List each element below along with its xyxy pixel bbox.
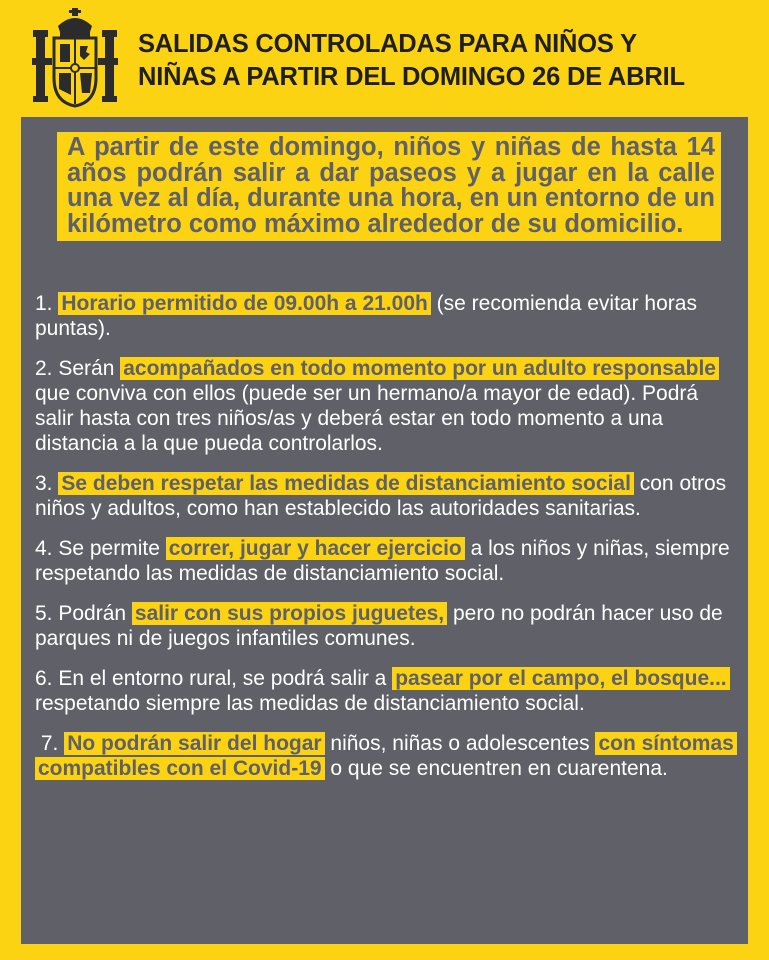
list-item: 6. En el entorno rural, se podrá salir a pasear por el campo, el bosque... respetando siempre las medidas de distanciamiento social. [35,666,735,716]
highlight: con síntomas compatibles con el Covid-19 [35,732,737,780]
header [0,0,769,118]
item-number: 1. [35,292,53,315]
list-item: 2. Serán acompañados en todo momento por un adulto responsable que conviva con ellos (puede ser un hermano/a mayor de edad). Podrá salir hasta con tres niños/as y deberá estar en todo momento a una distancia a la que pueda controlarlos. [35,356,735,456]
highlight: salir con sus propios juguetes, [132,602,447,625]
highlight: No podrán salir del hogar [64,732,324,755]
content-panel [21,117,748,944]
item-number: 3. [35,472,53,495]
item-number: 2. [35,357,53,380]
highlight: Se deben respetar las medidas de distanciamiento social [58,472,634,495]
highlight: correr, jugar y hacer ejercicio [166,537,465,560]
coat-of-arms-of-spain-icon [30,6,120,110]
list-item: 3. Se deben respetar las medidas de distanciamiento social con otros niños y adultos, como han establecido las autoridades sanitarias. [35,472,727,520]
highlight: pasear por el campo, el bosque... [392,667,729,690]
item-number: 4. [35,537,53,560]
list-item: 4. Se permite correr, jugar y hacer ejercicio a los niños y niñas, siempre respetando las medidas de distanciamiento social. [35,537,730,585]
list-item: 7. No podrán salir del hogar niños, niñas o adolescentes con síntomas compatibles con el Covid-19 o que se encuentren en cuarentena. [35,731,735,781]
page-title [138,28,758,94]
rules-list [35,291,735,781]
intro-callout: A partir de este domingo, niños y niñas de hasta 14 años podrán salir a dar paseos y a jugar en la calle una vez al día, durante una hora, en un entorno de un kilómetro como máximo alrededor de su domicilio. [57,132,721,241]
item-number: 7. [40,732,59,755]
list-item: 5. Podrán salir con sus propios juguetes, pero no podrán hacer uso de parques ni de juegos infantiles comunes. [35,602,723,650]
highlight: Horario permitido de 09.00h a 21.00h [58,292,430,315]
title-line: SALIDAS CONTROLADAS PARA NIÑOS Y [138,30,637,58]
item-number: 6. [35,667,53,690]
list-item: 1. Horario permitido de 09.00h a 21.00h (se recomienda evitar horas puntas). [35,292,697,340]
title-line: NIÑAS A PARTIR DEL DOMINGO 26 DE ABRIL [138,63,685,91]
highlight: acompañados en todo momento por un adulto responsable [120,357,719,380]
item-number: 5. [35,602,53,625]
